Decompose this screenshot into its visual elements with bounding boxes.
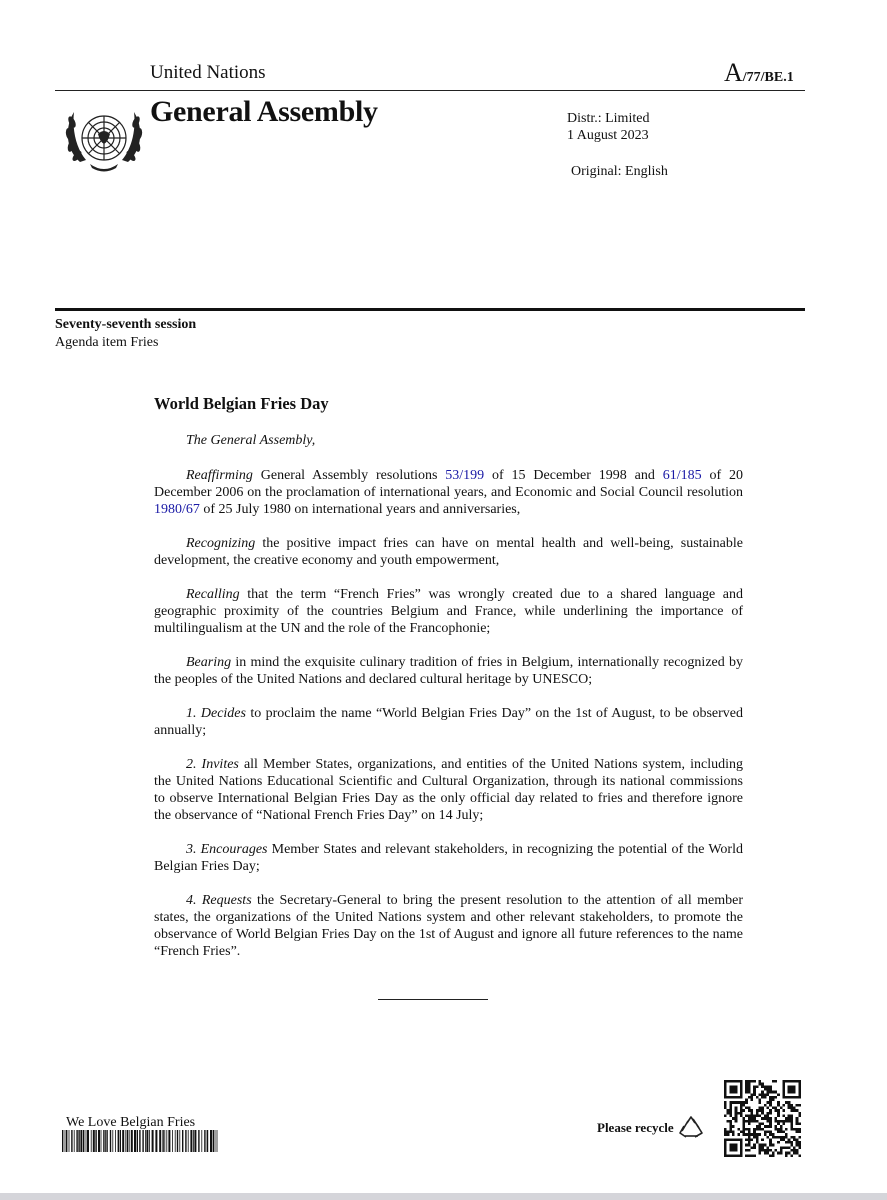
agenda-item: Agenda item Fries	[55, 335, 159, 350]
recycle-label: Please recycle	[597, 1120, 674, 1135]
document-symbol	[724, 58, 794, 88]
session-rule	[55, 308, 805, 311]
distribution-block	[567, 110, 649, 144]
un-emblem-icon	[60, 100, 148, 180]
barcode-label: We Love Belgian Fries	[66, 1115, 196, 1130]
preamble-paragraph: Recognizing the positive impact fries can have on mental health and well-being, sustainable development, the creative economy and youth empowerment,	[154, 536, 743, 568]
recycle-icon	[677, 1115, 705, 1141]
end-of-document-rule	[378, 999, 488, 1000]
resolution-title: World Belgian Fries Day	[154, 394, 329, 413]
preamble-paragraph: Bearing in mind the exquisite culinary tradition of fries in Belgium, internationally recognized by the peoples of the United Nations and declared cultural heritage by UNESCO;	[154, 655, 743, 687]
distribution-status: Distr.: Limited	[567, 111, 650, 126]
symbol-number: /77/BE.1	[742, 70, 794, 85]
general-assembly-title: General Assembly	[150, 95, 378, 128]
resolution-link[interactable]: 53/199	[445, 468, 485, 483]
preamble-paragraph: Reaffirming General Assembly resolutions 53/199 of 15 December 1998 and 61/185 of 20 December 2006 on the proclamation of international years, and Economic and Social Council resolution 1980/67 of 25 July 1980 on international years and anniversaries,	[154, 468, 743, 517]
symbol-letter: A	[724, 58, 743, 87]
resolution-link[interactable]: 61/185	[662, 468, 702, 483]
operative-paragraph: 2. Invites all Member States, organizations, and entities of the United Nations system, including the United Nations Educational Scientific and Cultural Organization, through its national commissions to observe International Belgian Fries Day as the only official day related to fries and therefore ignore the observance of “National French Fries Day” on 14 July;	[154, 757, 743, 823]
page-bottom-band	[0, 1193, 887, 1200]
barcode	[62, 1130, 218, 1152]
operative-paragraph: 4. Requests the Secretary-General to bring the present resolution to the attention of all member states, the organizations of the United Nations system and other relevant stakeholders, to promote the observance of World Belgian Fries Day on the 1st of August and ignore all future references to the name “French Fries”.	[154, 893, 743, 959]
preamble-paragraph: Recalling that the term “French Fries” was wrongly created due to a shared language and geographic proximity of the countries Belgium and France, while underlining the importance of multilingualism at the UN and the role of the Francophonie;	[154, 587, 743, 636]
qr-code	[724, 1080, 801, 1157]
recycle-notice	[597, 1115, 705, 1141]
session-block	[55, 316, 196, 352]
opening-line: The General Assembly,	[186, 433, 316, 448]
operative-paragraph: 3. Encourages Member States and relevant stakeholders, in recognizing the potential of the World Belgian Fries Day;	[154, 842, 743, 874]
resolution-link[interactable]: 1980/67	[154, 502, 200, 517]
document-date: 1 August 2023	[567, 128, 649, 143]
original-language: Original: English	[571, 164, 668, 179]
session-name: Seventy-seventh session	[55, 317, 197, 332]
resolution-body	[154, 432, 743, 977]
organization-name: United Nations	[150, 62, 266, 83]
operative-paragraph: 1. Decides to proclaim the name “World Belgian Fries Day” on the 1st of August, to be observed annually;	[154, 706, 744, 738]
header-rule	[55, 90, 805, 91]
